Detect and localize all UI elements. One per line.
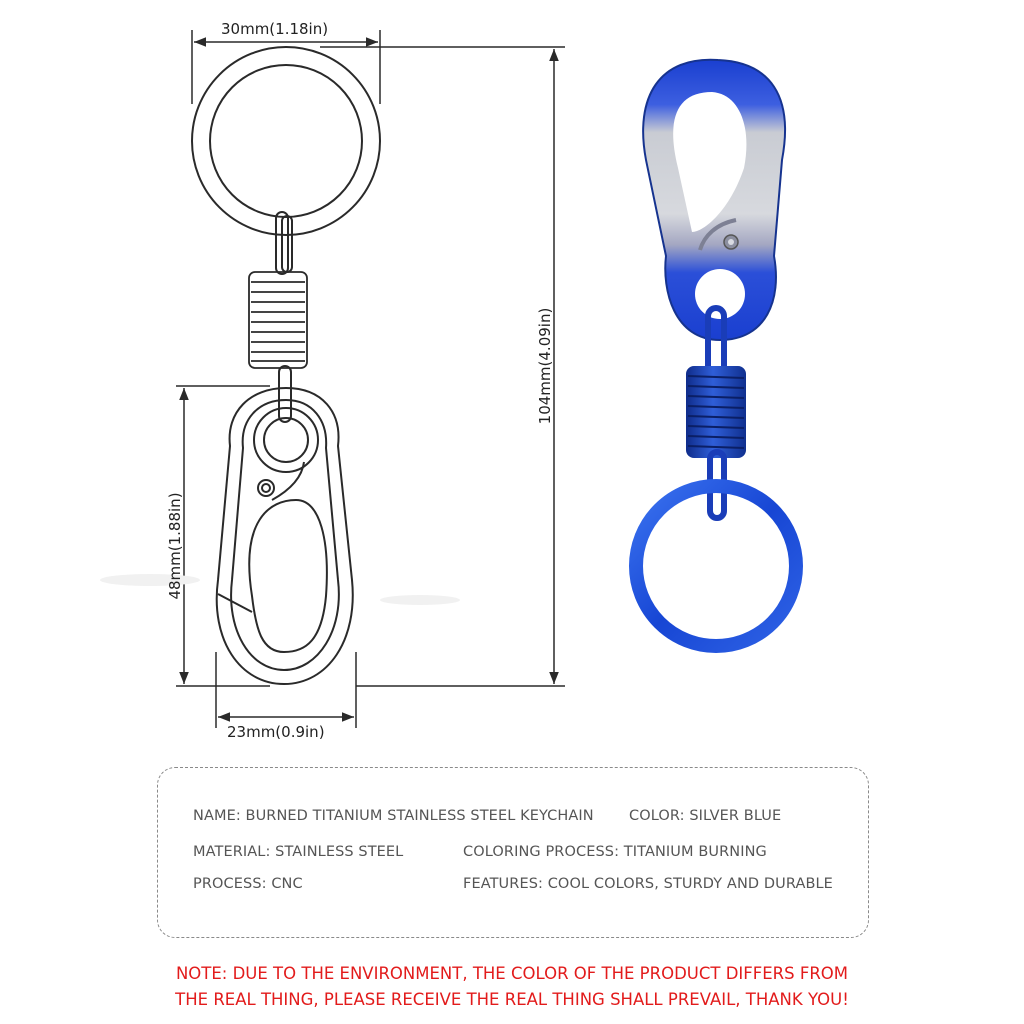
spec-name: NAME: BURNED TITANIUM STAINLESS STEEL KEYCHAIN	[193, 808, 594, 824]
color-note-line-1: NOTE: DUE TO THE ENVIRONMENT, THE COLOR OF THE PRODUCT DIFFERS FROM	[175, 964, 849, 983]
spec-features: FEATURES: COOL COLORS, STURDY AND DURABLE	[463, 876, 833, 892]
outline-key-ring	[192, 47, 380, 235]
outline-snap-clip	[217, 388, 353, 684]
outline-spring	[249, 272, 307, 368]
spec-color: COLOR: SILVER BLUE	[629, 808, 782, 824]
titanium-key-ring	[636, 486, 796, 646]
total-length-label: 104mm(4.09in)	[536, 307, 554, 425]
clip-width-label: 23mm(0.9in)	[227, 723, 325, 741]
titanium-spring	[686, 366, 746, 458]
clip-length-label: 48mm(1.88in)	[166, 492, 184, 600]
outline-small-link-bottom	[279, 366, 291, 422]
background-smudges	[100, 574, 460, 605]
spec-material: MATERIAL: STAINLESS STEEL	[193, 844, 404, 860]
ring-width-label: 30mm(1.18in)	[221, 20, 329, 38]
spec-coloring-process: COLORING PROCESS: TITANIUM BURNING	[463, 844, 767, 860]
color-note-line-2: THE REAL THING, PLEASE RECEIVE THE REAL THING SHALL PREVAIL, THANK YOU!	[175, 990, 849, 1009]
titanium-snap-clip	[643, 60, 785, 340]
outline-small-link-top	[276, 212, 292, 274]
spec-process: PROCESS: CNC	[193, 876, 303, 892]
